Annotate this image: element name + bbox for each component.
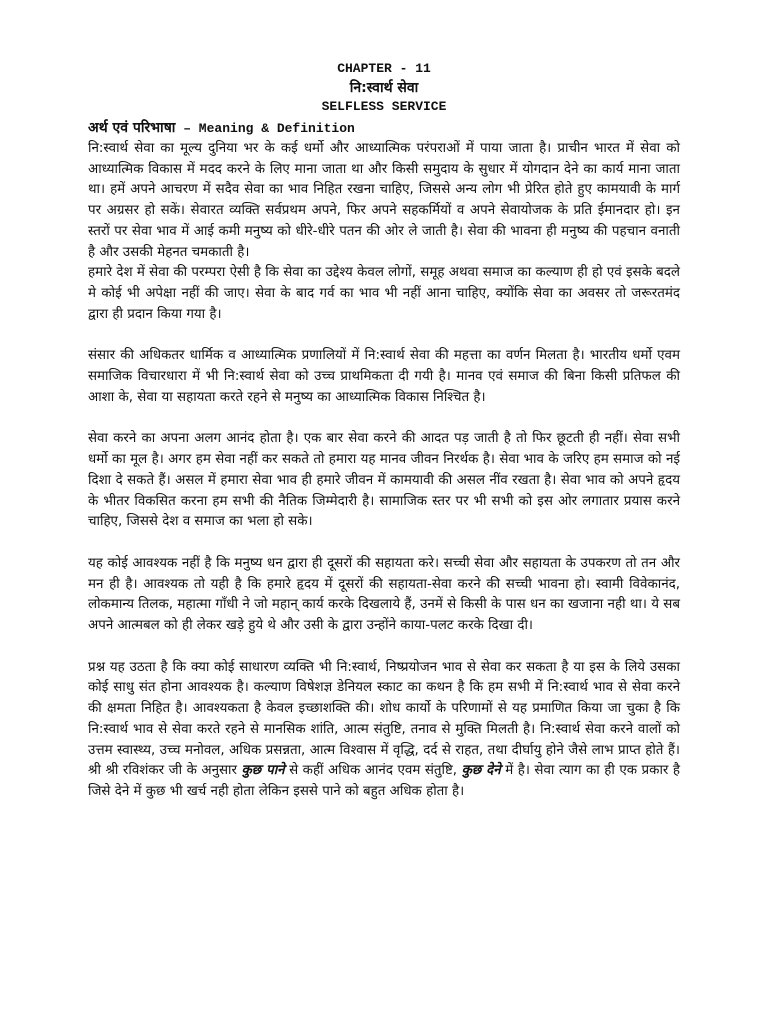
paragraph-3: संसार की अधिकतर धार्मिक व आध्यात्मिक प्रणालियों में नि:स्वार्थ सेवा की महत्ता का वर्णन मिलता है। भारतीय धर्मो एवम समाजिक विचारधारा में भी नि:स्वार्थ सेवा को उच्च प्राथमिकता दी गयी है। मानव एवं समाज की बिना किसी प्रतिफल की आशा के, सेवा या सहायता करते रहने से मनुष्य का आध्यात्मिक विकास निश्चित है। [88, 348, 680, 405]
paragraph-gap [88, 533, 680, 554]
paragraph-5: यह कोई आवश्यक नहीं है कि मनुष्य धन द्वारा ही दूसरों की सहायता करे। सच्ची सेवा और सहायता के उपकरण तो तन और मन ही है। आवश्यक तो यही है कि हमारे हृदय में दूसरों की सहायता-सेवा करने की सच्ची भावना हो। स्वामी विवेकानंद, लोकमान्य तिलक, महात्मा गाँधी ने जो महान् कार्य करके दिखलाये हैं, उनमें से किसी के पास धन का खजाना नही था। ये सब अपने आत्मबल को ही लेकर खड़े हुये थे और उसी के द्वारा उन्होंने काया-पलट करके दिखा दी। [88, 555, 680, 634]
paragraph-1: नि:स्वार्थ सेवा का मूल्य दुनिया भर के कई धर्मो और आध्यात्मिक परंपराओं में पाया जाता है। प्राचीन भारत में सेवा को आध्यात्मिक विकास में मदद करने के लिए माना जाता था और किसी समुदाय के सुधार में योगदान देने का कार्य माना जाता था। हमें अपने आचरण में सदैव सेवा का भाव निहित रखना चाहिए, जिससे अन्य लोग भी प्रेरित होते हुए कामयावी के मार्ग पर अग्रसर हो सकें। सेवारत व्यक्ति सर्वप्रथम अपने, फिर अपने सहकर्मियों व अपने सेवायोजक के प्रति ईमानदार हो। इन स्तरों पर सेवा भाव में आई कमी मनुष्य को धीरे-धीरे पतन की ओर ले जाती है। सेवा की भावना ही मनुष्य की पहचान वनाती है और उसकी मेहनत चमकाती है। [88, 141, 680, 260]
paragraph-6-text-c: में है। सेवा त्याग का ही एक प्रकार है जिसे देने में कुछ भी खर्च नही होता लेकिन इससे पाने को बहुत अधिक होता है। [88, 763, 681, 799]
emphasis-kuch-dene: कुछ देने [461, 763, 501, 779]
paragraph-6-text-b: से कहीं अधिक आनंद एवम संतुष्टि, [284, 763, 462, 779]
paragraph-4: सेवा करने का अपना अलग आनंद होता है। एक बार सेवा करने की आदत पड़ जाती है तो फिर छूटती ही नहीं। सेवा सभी धर्मो का मूल है। अगर हम सेवा नहीं कर सकते तो हमारा यह मानव जीवन निरर्थक है। सेवा भाव के जरिए हम समाज को नई दिशा दे सकते हैं। असल में हमारा सेवा भाव ही हमारे जीवन में कामयावी की असल नींव रखता है। सेवा भाव को अपने हृदय के भीतर विकसित करना हम सभी की नैतिक जिम्मेदारी है। सामाजिक स्तर पर भी सभी को इस ओर लगातार प्रयास करने चाहिए, जिससे देश व समाज का भला हो सके। [88, 431, 680, 530]
paragraph-gap [88, 408, 680, 429]
chapter-title-hindi: नि:स्वार्थ सेवा [349, 80, 419, 96]
paragraph-2: हमारे देश में सेवा की परम्परा ऐसी है कि सेवा का उद्देश्य केवल लोगों, समूह अथवा समाज का कल्याण ही हो एवं इसके बदले मे कोई भी अपेक्षा नहीं की जाए। सेवा के बाद गर्व का भाव भी नहीं आना चाहिए, क्योंकि सेवा का अवसर तो जरूरतमंद द्वारा ही प्रदान किया गया है। [88, 265, 680, 322]
chapter-title-english: SELFLESS SERVICE [321, 99, 447, 114]
section-heading-hindi: अर्थ एवं परिभाषा [88, 120, 176, 136]
paragraph-6 [88, 658, 680, 803]
section-heading [88, 118, 680, 139]
emphasis-kuch-paane: कुछ पाने [241, 763, 285, 779]
paragraph-gap [88, 637, 680, 658]
paragraph-6-text-a: प्रश्न यह उठता है कि क्या कोई साधारण व्यक्ति भी नि:स्वार्थ, निष्प्रयोजन भाव से सेवा कर सकता है या इस के लिये उसका कोई साधु संत होना आवश्यक है। कल्याण विषेशज्ञ डेनियल स्काट का कथन है कि हम सभी में नि:स्वार्थ भाव से सेवा करने की क्षमता निहित है। आवश्यकता है केवल इच्छाशक्ति की। शोध कार्यो के परिणामों से यह प्रमाणित किया जा चुका है कि नि:स्वार्थ भाव से सेवा करते रहने से मानसिक शांति, आत्म संतुष्टि, तनाव से मुक्ति मिलती है। नि:स्वार्थ सेवा करने वालों को उत्तम स्वास्थ्य, उच्च मनोवल, अधिक प्रसन्नता, आत्म विश्वास में वृद्धि, दर्द से राहत, तथा दीर्घायु होने जैसे लाभ प्राप्त होते हैं। श्री श्री रविशंकर जी के अनुसार [88, 659, 680, 779]
section-heading-english: – Meaning & Definition [175, 121, 355, 136]
paragraph-gap [88, 325, 680, 346]
chapter-number: CHAPTER - 11 [337, 61, 431, 76]
document-page [88, 60, 680, 803]
